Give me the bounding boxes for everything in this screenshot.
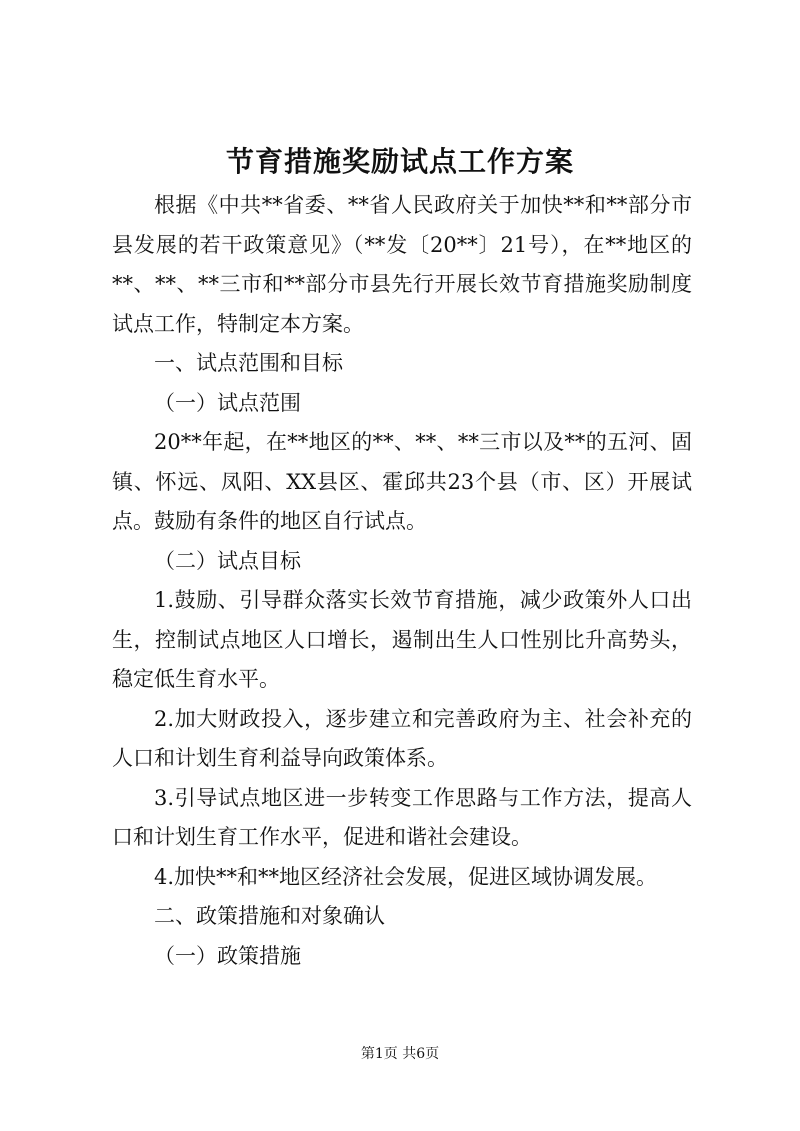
document-title: 节育措施奖励试点工作方案 — [225, 145, 574, 178]
document-body — [112, 186, 692, 976]
intro-paragraph: 根据《中共**省委、**省人民政府关于加快**和**部分市县发展的若干政策意见》（**发〔20**〕21号），在**地区的**、**、**三市和**部分市县先行开展长效节育措施奖励制度试点工作，特制定本方案。 — [112, 193, 692, 336]
page-footer: 第1页 共6页 — [360, 1046, 440, 1062]
subsection-heading-measures: （一）政策措施 — [154, 943, 301, 968]
subsection-heading-scope: （一）试点范围 — [154, 390, 301, 415]
goal-item-2: 2.加大财政投入，逐步建立和完善政府为主、社会补充的人口和计划生育利益导向政策体系。 — [112, 706, 692, 770]
goal-item-4: 4.加快**和**地区经济社会发展，促进区域协调发展。 — [154, 864, 658, 889]
goal-item-1: 1.鼓励、引导群众落实长效节育措施，减少政策外人口出生，控制试点地区人口增长，遏制出生人口性别比升高势头，稳定低生育水平。 — [112, 588, 692, 691]
scope-paragraph: 20**年起，在**地区的**、**、**三市以及**的五河、固镇、怀远、凤阳、XX县区、霍邱共23个县（市、区）开展试点。鼓励有条件的地区自行试点。 — [112, 430, 692, 533]
section-heading-1: 一、试点范围和目标 — [154, 351, 343, 375]
section-heading-2: 二、政策措施和对象确认 — [154, 904, 385, 928]
subsection-heading-goals: （二）试点目标 — [154, 548, 301, 573]
goal-item-3: 3.引导试点地区进一步转变工作思路与工作方法，提高人口和计划生育工作水平，促进和谐社会建设。 — [112, 785, 692, 849]
